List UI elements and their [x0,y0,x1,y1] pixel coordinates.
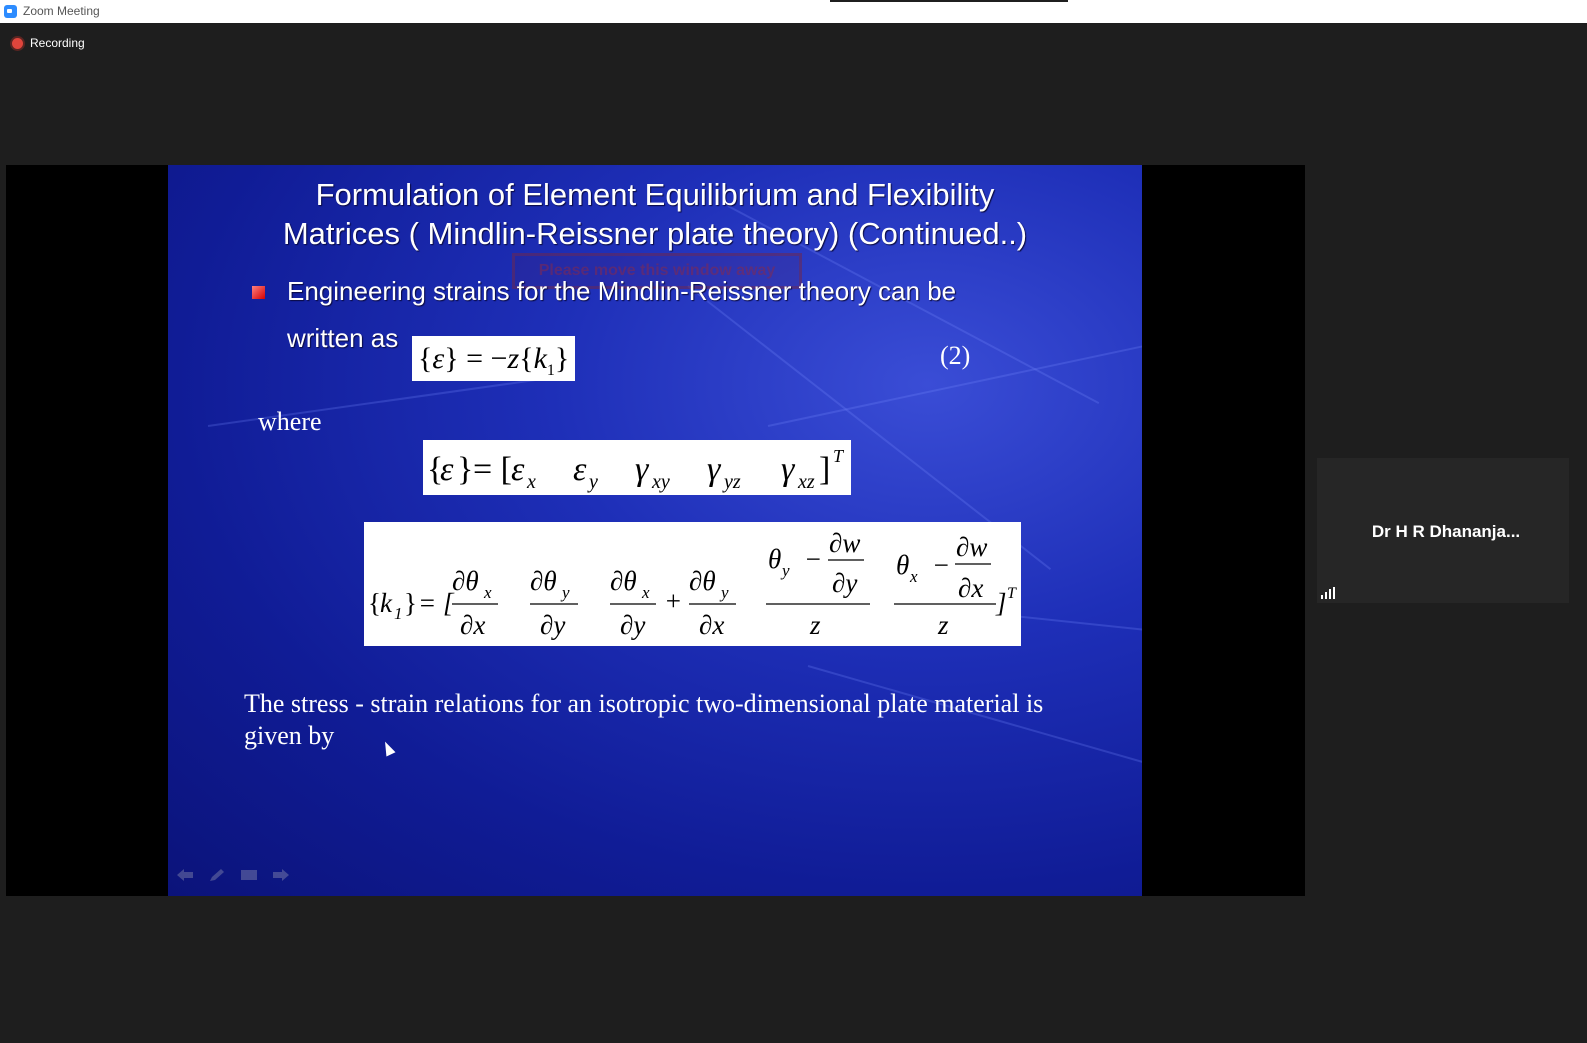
svg-text:]: ] [996,588,1007,618]
svg-text:{: { [368,588,381,618]
recording-indicator[interactable] [12,35,85,51]
svg-text:∂y: ∂y [540,610,566,640]
svg-text:]: ] [819,451,831,488]
svg-text:y: y [721,583,729,602]
svg-text:−: − [932,550,951,580]
svg-text:}: } [457,451,474,488]
svg-text:}: } [404,588,417,618]
svg-text:γ: γ [781,451,795,488]
svg-text:∂w: ∂w [956,532,988,562]
svg-text:T: T [1007,585,1016,602]
signal-strength-icon [1321,586,1335,598]
slide-title-line1: Formulation of Element Equilibrium and Flexibility [315,177,995,212]
svg-text:∂θ: ∂θ [530,566,557,596]
svg-text:∂θ: ∂θ [452,566,479,596]
arrow-left-icon[interactable] [176,868,194,882]
svg-text:γ: γ [707,451,721,488]
participant-tile[interactable] [1317,458,1569,603]
svg-text:ε: ε [573,451,587,488]
equation-strain-curvature: $\{\varepsilon\} = -z\{k_1\}$ [412,336,575,381]
overlay-warning: Please move this window away [512,253,802,289]
equation-strain-vector [423,440,851,495]
zoom-app-icon [4,5,17,18]
svg-text:∂y: ∂y [620,610,646,640]
svg-text:+: + [664,586,683,616]
where-label: where [258,407,322,436]
stress-strain-text: The stress - strain relations for an isotropic two-dimensional plate material is given by [244,689,1044,750]
participant-name: Dr H R Dhananja... [1371,522,1521,541]
svg-text:yz: yz [724,471,741,493]
recording-label: Recording [30,36,85,50]
svg-text:ε: ε [511,451,525,488]
slide-menu-icon[interactable] [240,868,258,882]
bullet-icon [252,286,265,299]
svg-text:z: z [810,610,821,640]
slideshow-controls [176,868,290,882]
title-bar [0,0,1587,23]
svg-text:∂x: ∂x [460,610,486,640]
svg-text:xy: xy [652,471,670,493]
svg-text:x: x [910,567,918,586]
svg-text:θ: θ [768,544,782,574]
arrow-right-icon[interactable] [272,868,290,882]
svg-text:∂θ: ∂θ [610,566,637,596]
bullet-text-continued: written as [287,323,399,353]
svg-text:1: 1 [394,604,403,623]
slide-title [168,175,1142,253]
screen-share-top-indicator[interactable] [830,0,1068,2]
svg-text:xz: xz [798,471,815,493]
equation-number: (2) [940,341,971,370]
svg-text:y: y [562,583,570,602]
svg-text:∂y: ∂y [832,568,858,598]
svg-text:γ: γ [635,451,649,488]
svg-text:x: x [484,583,492,602]
bullet-text: Engineering strains for the Mindlin-Reissner theory can be [287,276,957,306]
svg-text:∂w: ∂w [829,528,861,558]
svg-text:k: k [380,588,392,618]
shared-screen [6,165,1305,896]
svg-text:θ: θ [896,550,910,580]
svg-text:x: x [527,471,536,493]
slide-title-line2: Matrices ( Mindlin-Reissner plate theory) (Continued..) [282,216,1028,251]
svg-text:x: x [642,583,650,602]
svg-text:y: y [589,471,598,493]
svg-text:= [: = [ [418,588,454,618]
window-title: Zoom Meeting [23,4,100,18]
record-dot-icon [12,38,23,49]
svg-text:∂x: ∂x [958,573,984,603]
equation-curvature-vector [364,522,1021,646]
svg-text:T: T [833,446,844,466]
svg-text:−: − [804,544,823,574]
svg-text:∂x: ∂x [699,610,725,640]
svg-text:y: y [782,561,790,580]
svg-text:∂θ: ∂θ [689,566,716,596]
presentation-slide [168,165,1142,896]
svg-text:z: z [938,610,949,640]
pen-icon[interactable] [208,868,226,882]
svg-text:ε: ε [440,451,454,488]
svg-text:= [: = [ [473,451,512,488]
svg-text:{: { [427,451,444,488]
